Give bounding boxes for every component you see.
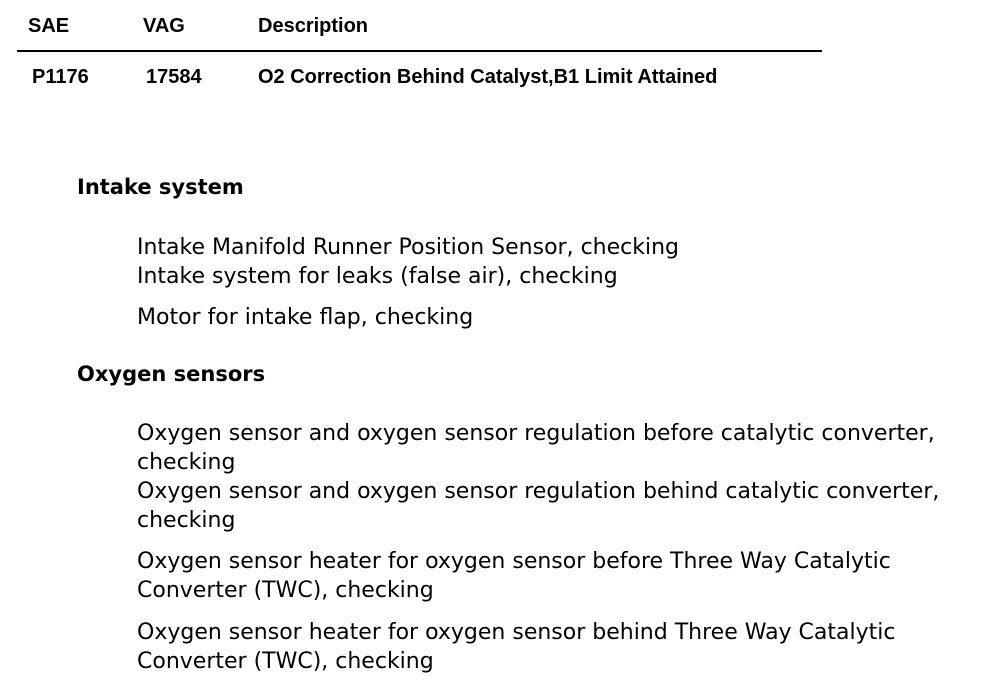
- section-heading-oxygen-sensors: Oxygen sensors: [77, 362, 266, 386]
- header-vag: VAG: [143, 15, 185, 37]
- header-description: Description: [258, 15, 369, 37]
- check-item-o2-heater-behind-twc: Oxygen sensor heater for oxygen sensor behind Three Way Catalytic Converter (TWC), checking: [137, 620, 896, 674]
- check-item-intake-flap-motor: Motor for intake flap, checking: [137, 305, 474, 330]
- table-row: [17, 52, 822, 102]
- section-heading-intake-system: Intake system: [77, 175, 244, 199]
- dtc-table: [17, 14, 822, 102]
- check-item-intake-runner-sensor: Intake Manifold Runner Position Sensor, checking: [137, 235, 679, 260]
- cell-sae-code: P1176: [32, 65, 89, 88]
- check-item-o2-heater-before-twc: Oxygen sensor heater for oxygen sensor before Three Way Catalytic Converter (TWC), checking: [137, 549, 891, 603]
- header-sae: SAE: [28, 15, 70, 37]
- check-item-intake-leaks: Intake system for leaks (false air), checking: [137, 264, 618, 289]
- check-item-o2-before-cat: Oxygen sensor and oxygen sensor regulation before catalytic converter, checking: [137, 421, 935, 475]
- table-header: [17, 14, 822, 52]
- check-item-o2-behind-cat: Oxygen sensor and oxygen sensor regulation behind catalytic converter, checking: [137, 479, 940, 533]
- cell-vag-code: 17584: [146, 65, 202, 88]
- cell-description: O2 Correction Behind Catalyst,B1 Limit Attained: [258, 65, 718, 88]
